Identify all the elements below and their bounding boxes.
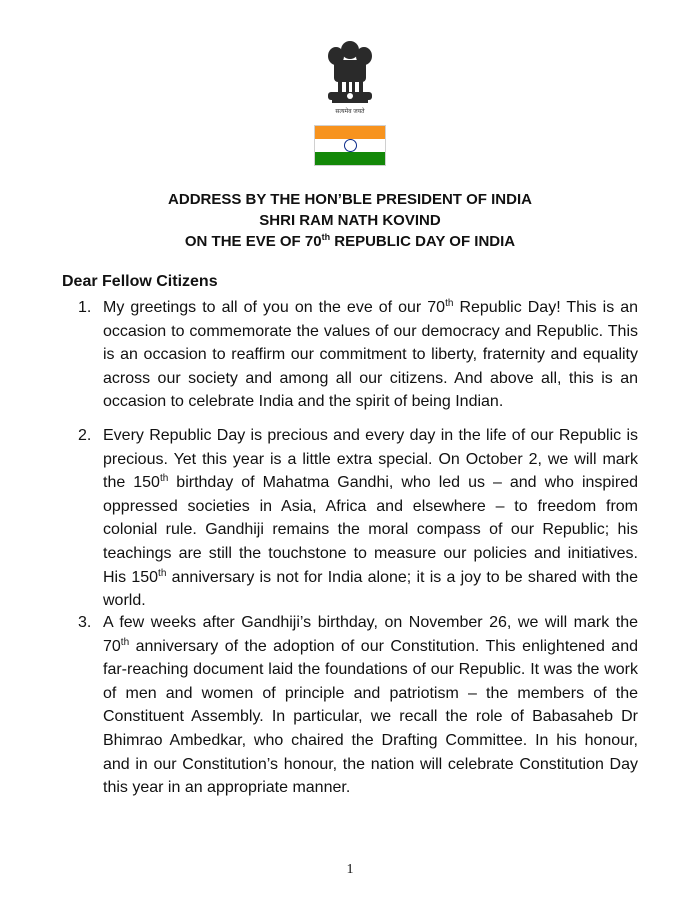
indian-flag-icon	[314, 125, 386, 166]
title-line-3: ON THE EVE OF 70th REPUBLIC DAY OF INDIA	[184, 232, 516, 250]
flag-white-band	[315, 139, 385, 152]
document-title	[0, 189, 700, 252]
salutation: Dear Fellow Citizens	[62, 273, 218, 290]
paragraph-3: 3. A few weeks after Gandhiji’s birthday, on November 26, we will mark the 70th anniversary of the adoption of our Constitution. This enlightened and far-reaching document laid the foundations of our Republic. It was the work of men and women of principle and patriotism – the members of the Constituent Assembly. In particular, we recall the role of Babasaheb Dr Bhimrao Ambedkar, who chaired the Drafting Committee. In his honour, and in our Constitution’s honour, the nation will celebrate Constitution Day this year in an appropriate manner.	[103, 611, 638, 800]
flag-green-band	[315, 152, 385, 165]
paragraph-2: 2. Every Republic Day is precious and every day in the life of our Republic is precious. Yet this year is a little extra special. On October 2, we will mark the 150th birthday of Mahatma Gandhi, who led us – and who inspired oppressed societies in Asia, Africa and elsewhere – to freedom from colonial rule. Gandhiji remains the moral compass of our Republic; his teachings are still the touchstone to measure our policies and initiatives. His 150th anniversary is not for India alone; it is a joy to be shared with the world.	[103, 424, 638, 613]
svg-text:सत्यमेव जयते: सत्यमेव जयते	[335, 109, 365, 115]
state-emblem-icon	[318, 38, 382, 118]
title-line-2: SHRI RAM NATH KOVIND	[259, 212, 441, 229]
flag-saffron-band	[315, 126, 385, 139]
title-line-1: ADDRESS BY THE HON’BLE PRESIDENT OF INDIA	[168, 191, 532, 208]
ashoka-chakra-icon	[344, 139, 357, 152]
lion-capital-icon	[318, 38, 382, 118]
paragraph-1: 1. My greetings to all of you on the eve of our 70th Republic Day! This is an occasion to commemorate the values of our democracy and Republic. This is an occasion to reaffirm our commitment to liberty, fraternity and equality across our society and among all our citizens. And above all, this is an occasion to celebrate India and the spirit of being Indian.	[78, 298, 639, 411]
page-number: 1	[346, 862, 354, 877]
paragraph-number: 2.	[78, 427, 92, 444]
paragraph-number: 1.	[78, 299, 92, 316]
paragraph-number: 3.	[78, 614, 92, 631]
